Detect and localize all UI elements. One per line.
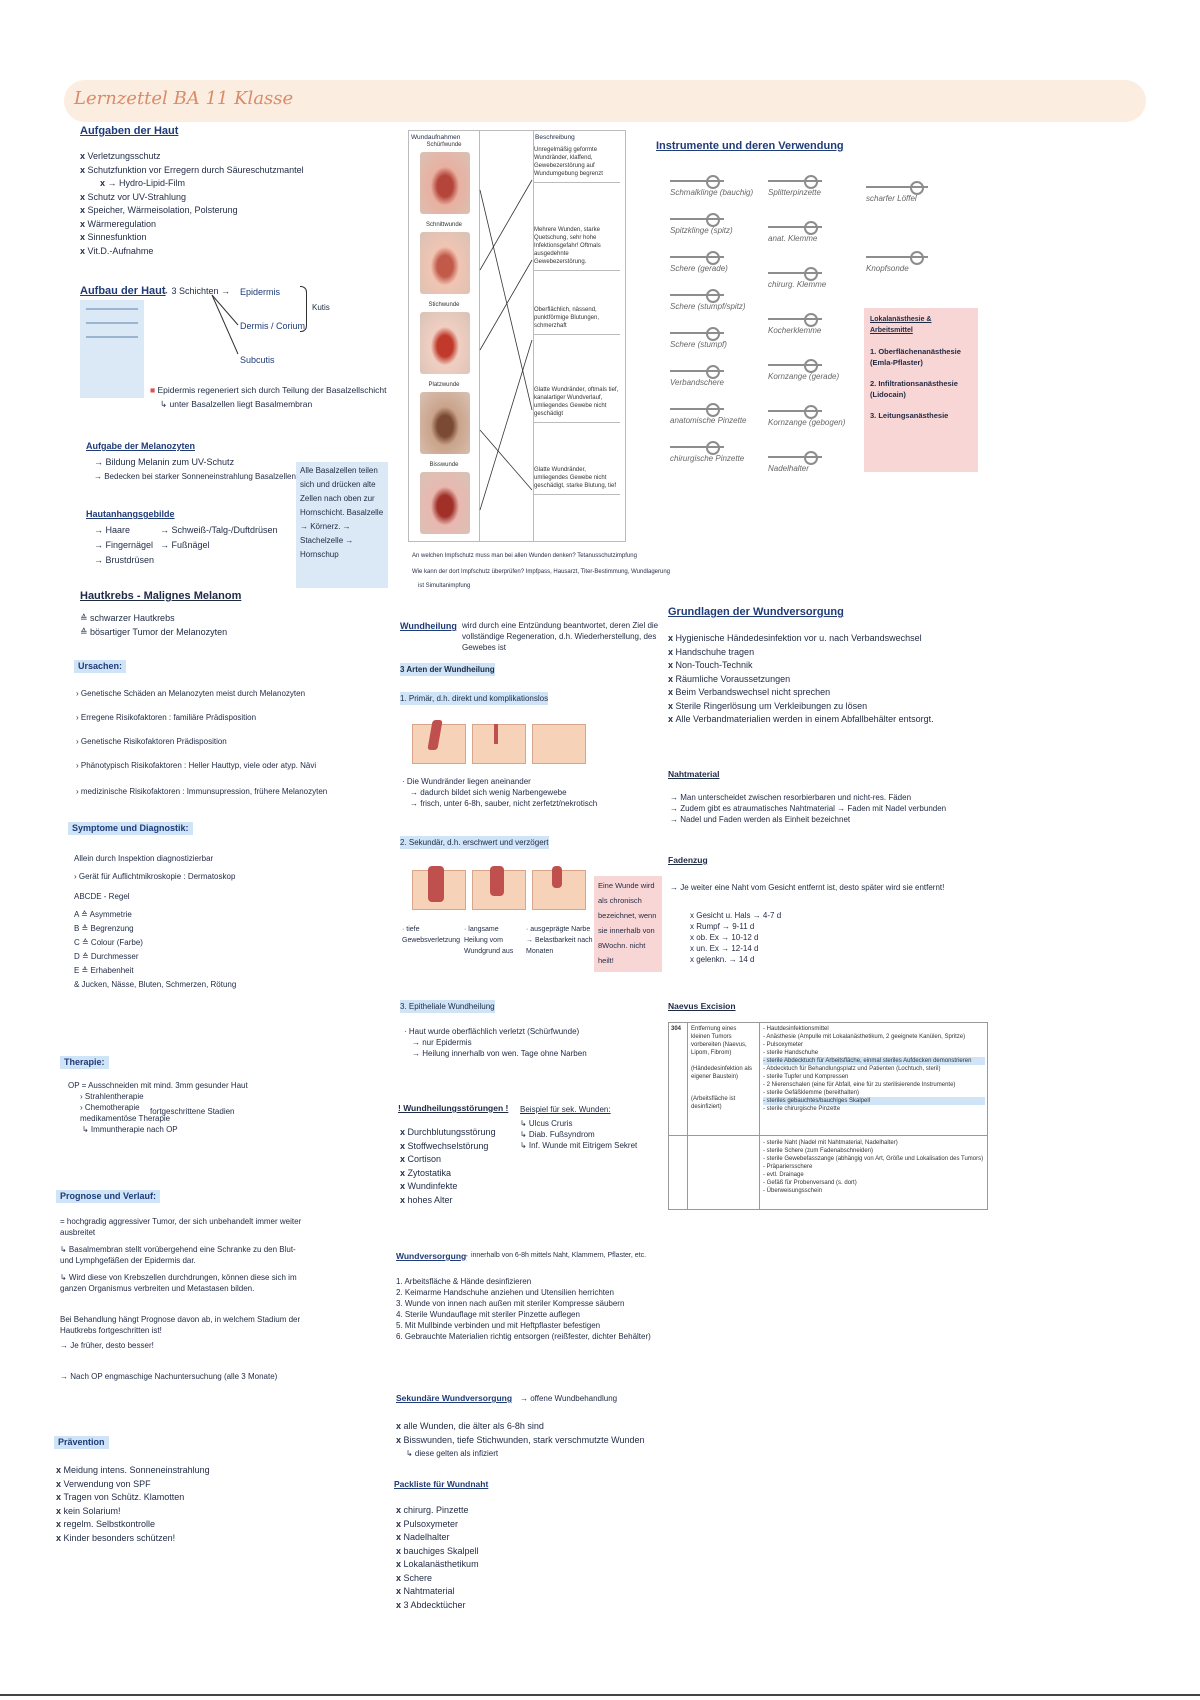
anhang-item: → Haare (94, 525, 131, 535)
versorgung-list (396, 1276, 676, 1342)
naevus-materials-2 (763, 1139, 985, 1195)
fadenzug-item: x Rumpf → 9-11 d (690, 922, 755, 931)
ursachen-item: › Erregene Risikofaktoren : familiäre Prädisposition (76, 713, 257, 722)
material-item: - sterile Naht (Nadel mit Nahtmaterial, Nadelhalter) (763, 1140, 898, 1146)
beispiel-item: ↳ Ulcus Cruris (520, 1119, 573, 1128)
prognose-item: Bei Behandlung hängt Prognose davon ab, in welchem Stadium der Hautkrebs fortgeschritten ist! (60, 1315, 301, 1335)
list-item: x Meidung intens. Sonneneinstrahlung (56, 1464, 210, 1478)
instrument-label: Kocherklemme (768, 326, 822, 335)
sek-versorgung-sub: ↳ diese gelten als infiziert (406, 1449, 499, 1458)
list-item: x 3 Abdecktücher (396, 1599, 479, 1613)
packliste-list (396, 1504, 479, 1612)
lokal-item: 3. Leitungsanästhesie (870, 411, 949, 420)
basalzellen-note: Alle Basalzellen teilen sich und drücken alte Zellen nach oben zur Hornschicht. Basalzelle → Körnerz. → Stachelzelle → Hornschup (296, 462, 388, 588)
sek-versorgung-arrow: → offene Wundbehandlung (520, 1394, 618, 1403)
skin-wound-diagram (532, 716, 584, 762)
instrument-label: anat. Klemme (768, 234, 818, 243)
material-item: - evtl. Drainage (763, 1172, 804, 1178)
wound-description: Glatte Wundränder, oftmals tief, kanalartiger Wundverlauf, umliegendes Gewebe nicht geschädigt (534, 386, 620, 423)
prognose-list (60, 1216, 310, 1382)
packliste-heading: Packliste für Wundnaht (394, 1479, 489, 1489)
primaer-item: → frisch, unter 6-8h, sauber, nicht zerfetzt/nekrotisch (410, 799, 598, 808)
aufbau-arrows (210, 290, 240, 360)
instrument-drawing (866, 180, 928, 194)
skin-diagram (80, 300, 144, 398)
skin-wound-diagram (412, 716, 464, 762)
fadenzug-item: x gelenkn. → 14 d (690, 955, 755, 964)
instrument-drawing (768, 174, 822, 188)
melanozyten-heading: Aufgabe der Melanozyten (86, 441, 196, 451)
sek-versorgung-list (396, 1420, 644, 1447)
list-item: x Speicher, Wärmeisolation, Polsterung (80, 204, 304, 218)
list-item: x Wärmeregulation (80, 218, 304, 232)
praevention-list (56, 1464, 210, 1545)
naht-list (670, 792, 946, 825)
list-item: x Durchblutungsstörung (400, 1126, 496, 1140)
therapie-item: ↳ Immuntherapie nach OP (82, 1125, 178, 1134)
matching-lines (478, 150, 534, 530)
material-item: - Überweisungsschein (763, 1188, 823, 1194)
list-item: x chirurg. Pinzette (396, 1504, 479, 1518)
list-item: x → Hydro-Lipid-Film (80, 177, 304, 191)
list-item: x Schutzfunktion vor Erregern durch Säureschutzmantel (80, 164, 304, 178)
epithel-list (404, 1026, 587, 1059)
instrument-drawing (768, 404, 822, 418)
instrument-drawing (768, 266, 822, 280)
versorgung-item: 4. Sterile Wundauflage mit steriler Pinzette auflegen (396, 1310, 580, 1319)
arten-heading: 3 Arten der Wundheilung (400, 665, 495, 674)
chronisch-note: Eine Wunde wird als chronisch bezeichnet, wenn sie innerhalb von 8Wochn. nicht heilt! (594, 876, 662, 972)
instrument-label: Knopfsonde (866, 264, 909, 273)
symptome-item: D ≙ Durchmesser (74, 952, 139, 961)
wound-label: Bisswunde (429, 462, 459, 468)
instrumente-heading: Instrumente und deren Verwendung (656, 140, 844, 152)
title-banner (64, 80, 1146, 122)
sekundaer-label: · ausgeprägte Narbe → Belastbarkeit nach Monaten (526, 926, 593, 955)
impf-question-1: An welchen Impfschutz muss man bei allen Wunden denken? Tetanusschutzimpfung (412, 553, 637, 559)
krebs-item: ≙ bösartiger Tumor der Melanozyten (80, 627, 228, 637)
grundlagen-heading: Grundlagen der Wundversorgung (668, 606, 844, 618)
beispiel-item: ↳ Diab. Fußsyndrom (520, 1130, 595, 1139)
symptome-item: E ≙ Erhabenheit (74, 966, 134, 975)
kutis-label: Kutis (312, 303, 330, 312)
list-item: x Vit.D.-Aufnahme (80, 245, 304, 259)
kutis-brace (300, 286, 307, 332)
symptome-item: Allein durch Inspektion diagnostizierbar (74, 854, 214, 863)
fadenzug-item: x Gesicht u. Hals → 4-7 d (690, 911, 782, 920)
ursachen-heading: Ursachen: (74, 660, 126, 673)
instrument-drawing (866, 250, 928, 264)
list-item: x Nadelhalter (396, 1531, 479, 1545)
table-header: Wundaufnahmen (411, 134, 461, 141)
instrument-drawing (670, 174, 724, 188)
instrument-label: Kornzange (gebogen) (768, 418, 846, 427)
material-item: - Abdecktuch für Behandlungsplatz und Patienten (Lochtuch, steril) (763, 1066, 941, 1072)
layer-dermis: Dermis / Corium (240, 321, 306, 331)
sekundaer-label: · tiefe Gewebsverletzung (402, 926, 460, 944)
list-item: x bauchiges Skalpell (396, 1545, 479, 1559)
material-item: - 2 Nierenschalen (eine für Abfall, eine für zu sterilisierende Instrumente) (763, 1082, 956, 1088)
primaer-item: → dadurch bildet sich wenig Narbengewebe (410, 788, 567, 797)
instrument-label: anatomische Pinzette (670, 416, 747, 425)
anhang-heading: Hautanhangsgebilde (86, 509, 175, 519)
prognose-item: = hochgradig aggressiver Tumor, der sich unbehandelt immer weiter ausbreitet (60, 1217, 302, 1237)
naevus-materials-1 (763, 1025, 985, 1113)
table-header: Beschreibung (535, 134, 575, 141)
prognose-heading: Prognose und Verlauf: (56, 1190, 160, 1203)
lokal-item: 2. Infiltrationsanästhesie (Lidocain) (870, 379, 958, 399)
symptome-item: A ≙ Asymmetrie (74, 910, 132, 919)
fadenzug-heading: Fadenzug (668, 855, 708, 865)
beispiel-heading: Beispiel für sek. Wunden: (520, 1105, 611, 1114)
symptome-item: C ≙ Colour (Farbe) (74, 938, 143, 947)
layer-epidermis: Epidermis (240, 287, 281, 297)
instrument-label: scharfer Löffel (866, 194, 917, 203)
instrument-drawing (670, 440, 724, 454)
versorgung-heading: Wundversorgung (396, 1251, 467, 1261)
instrument-drawing (670, 212, 724, 226)
ursachen-item: › Genetische Schäden an Melanozyten meist durch Melanozyten (76, 689, 306, 698)
symptome-list (74, 850, 236, 992)
beispiel-list (520, 1118, 637, 1151)
instrument-label: Kornzange (gerade) (768, 372, 840, 381)
anhang-item: → Schweiß-/Talg-/Duftdrüsen (160, 525, 278, 535)
versorgung-arrow: → innerhalb von 6-8h mittels Naht, Klammern, Pflaster, etc. (462, 1252, 647, 1259)
fadenzug-list (690, 910, 781, 965)
prognose-item: ↳ Wird diese von Krebszellen durchdrungen, können diese sich im ganzen Organismus verbreiten und Metastasen bilden. (60, 1273, 297, 1293)
instrument-drawing (768, 312, 822, 326)
epithel-heading: 3. Epitheliale Wundheilung (400, 1002, 495, 1011)
material-item: - Pulsoxymeter (763, 1042, 804, 1048)
therapie-brace-note: fortgeschrittene Stadien (150, 1107, 235, 1116)
skin-wound-diagram (472, 862, 524, 908)
prognose-item: → Nach OP engmaschige Nachuntersuchung (alle 3 Monate) (60, 1372, 278, 1381)
list-item: x Tragen von Schütz. Klamotten (56, 1491, 210, 1505)
list-item: x Zytostatika (400, 1167, 496, 1181)
list-item: x kein Solarium! (56, 1505, 210, 1519)
material-item: - sterile Gefäßklemme (bereithalten) (763, 1090, 860, 1096)
melanozyten-item: → Bedecken bei starker Sonneneinstrahlung Basalzellen (94, 472, 296, 481)
list-item: x Handschuhe tragen (668, 646, 934, 660)
symptome-item: & Jucken, Nässe, Bluten, Schmerzen, Rötung (74, 980, 237, 989)
instrument-label: Schere (gerade) (670, 264, 728, 273)
naevus-heading: Naevus Excision (668, 1001, 736, 1011)
naevus-number: 304 (671, 1026, 682, 1032)
instrument-label: Nadelhalter (768, 464, 809, 473)
aufbau-arrow: → 3 Schichten → (160, 286, 231, 296)
primaer-item: · Die Wundränder liegen aneinander (402, 777, 531, 786)
list-item: x Schere (396, 1572, 479, 1586)
material-item: - sterile chirurgische Pinzette (763, 1106, 841, 1112)
aufbau-heading: Aufbau der Haut (80, 285, 166, 297)
list-item: x Räumliche Voraussetzungen (668, 673, 934, 687)
epithel-item: → Heilung innerhalb von wen. Tage ohne Narben (412, 1049, 587, 1058)
therapie-item: › Strahlentherapie (80, 1092, 144, 1101)
instrument-drawing (768, 450, 822, 464)
instrument-label: Spitzklinge (spitz) (670, 226, 733, 235)
list-item: x Non-Touch-Technik (668, 659, 934, 673)
symptome-item: ABCDE - Regel (74, 892, 130, 901)
skin-wound-diagram (472, 716, 524, 762)
krebs-heading: Hautkrebs - Malignes Melanom (80, 590, 242, 602)
naht-heading: Nahtmaterial (668, 769, 720, 779)
list-item: x Sinnesfunktion (80, 231, 304, 245)
impf-question-2: Wie kann der dort Impfschutz überprüfen? Impfpass, Hausarzt, Titer-Bestimmung, Wundlagerung (412, 569, 671, 575)
material-item: - Präpariersschere (763, 1164, 813, 1170)
naht-item: → Man unterscheidet zwischen resorbierbaren und nicht-res. Fäden (670, 793, 912, 802)
therapie-heading: Therapie: (60, 1056, 109, 1069)
material-item: - steriles gebauchtes/bauchiges Skalpell (763, 1097, 985, 1105)
list-item: x Stoffwechselstörung (400, 1140, 496, 1154)
anhang-item: → Fingernägel (94, 540, 154, 550)
list-item: x Nahtmaterial (396, 1585, 479, 1599)
stoerung-heading: ! Wundheilungsstörungen ! (398, 1103, 509, 1113)
anhang-item: → Fußnägel (160, 540, 210, 550)
versorgung-item: 1. Arbeitsfläche & Hände desinfizieren (396, 1277, 532, 1286)
grundlagen-list (668, 632, 934, 727)
sek-versorgung-heading: Sekundäre Wundversorgung (396, 1393, 513, 1403)
wound-description: Unregelmäßig geformte Wundränder, klaffend, Gewebezerstörung auf Wundumgebung begrenzt (534, 146, 620, 183)
primaer-heading: 1. Primär, d.h. direkt und komplikationslos (400, 694, 549, 703)
wound-photo (420, 232, 470, 294)
heilung-heading: Wundheilung (400, 621, 457, 631)
instrument-label: Verbandschere (670, 378, 724, 387)
instrument-label: Schmalklinge (bauchig) (670, 188, 754, 197)
lokal-item: 1. Oberflächenanästhesie (Emla-Pflaster) (870, 347, 961, 367)
material-item: - sterile Tupfer und Kompressen (763, 1074, 849, 1080)
list-item: x Beim Verbandswechsel nicht sprechen (668, 686, 934, 700)
therapie-item: medikamentöse Therapie (80, 1114, 171, 1123)
sekundaer-label: · langsame Heilung vom Wundgrund aus (464, 926, 514, 955)
list-item: x Verletzungsschutz (80, 150, 304, 164)
prognose-item: ↳ Basalmembran stellt vorübergehend eine Schranke zu den Blut- und Lymphgefäßen der Epidermis dar. (60, 1245, 296, 1265)
instrument-drawing (768, 220, 822, 234)
wound-label: Schnittwunde (425, 222, 463, 228)
epithel-item: → nur Epidermis (412, 1038, 472, 1047)
warning-icon: ■ (150, 385, 156, 395)
therapie-item: › Chemotherapie (80, 1103, 140, 1112)
versorgung-item: 3. Wunde von innen nach außen mit steriler Kompresse säubern (396, 1299, 625, 1308)
melanozyten-item: → Bildung Melanin zum UV-Schutz (94, 457, 235, 467)
anhang-item: → Brustdrüsen (94, 555, 155, 565)
ursachen-item: › Genetische Risikofaktoren Prädisposition (76, 737, 227, 746)
naevus-table (668, 1022, 988, 1210)
fadenzug-item: x ob. Ex → 10-12 d (690, 933, 759, 942)
list-item: x Schutz vor UV-Strahlung (80, 191, 304, 205)
instrument-label: Splitterpinzette (768, 188, 821, 197)
wound-description: Glatte Wundränder, umliegendes Gewebe nicht geschädigt, starke Blutung, tief (534, 466, 620, 495)
naht-item: → Nadel und Faden werden als Einheit bezeichnet (670, 815, 851, 824)
instrument-drawing (670, 288, 724, 302)
skin-wound-diagram (412, 862, 464, 908)
skin-wound-diagram (532, 862, 584, 908)
material-item: - Gefäß für Probenversand (s. dort) (763, 1180, 857, 1186)
wound-label: Schürfwunde (426, 142, 462, 148)
list-item: x Verwendung von SPF (56, 1478, 210, 1492)
lokalanaesthesie-box (864, 308, 978, 472)
wound-label: Stichwunde (428, 302, 460, 308)
lokal-heading: Lokalanästhesie & Arbeitsmittel (870, 316, 932, 334)
symptome-item: › Gerät für Auflichtmikroskopie : Dermatoskop (74, 872, 236, 881)
versorgung-item: 2. Keimarme Handschuhe anziehen und Utensilien herrichten (396, 1288, 614, 1297)
page-bottom-rule (0, 1694, 1200, 1696)
layer-subcutis: Subcutis (240, 355, 275, 365)
instrument-drawing (768, 358, 822, 372)
instrument-label: Schere (stumpf/spitz) (670, 302, 746, 311)
prognose-item: → Je früher, desto besser! (60, 1341, 154, 1350)
wound-label: Platzwunde (428, 382, 460, 388)
material-item: - Anästhesie (Ampulle mit Lokalanästhetikum, 2 geeignete Kanülen, Spritze) (763, 1034, 966, 1040)
wound-photo (420, 152, 470, 214)
epithel-item: · Haut wurde oberflächlich verletzt (Schürfwunde) (404, 1027, 580, 1036)
beispiel-item: ↳ Inf. Wunde mit Eitrigem Sekret (520, 1141, 638, 1150)
wound-photo (420, 312, 470, 374)
wound-description: Oberflächlich, nässend, punktförmige Blutungen, schmerzhaft (534, 306, 620, 335)
instrument-label: chirurg. Klemme (768, 280, 827, 289)
sekundaer-heading: 2. Sekundär, d.h. erschwert und verzögert (400, 838, 549, 847)
list-item: x Sterile Ringerlösung um Verkleibungen zu lösen (668, 700, 934, 714)
versorgung-item: 6. Gebrauchte Materialien richtig entsorgen (reißfester, dichter Behälter) (396, 1332, 651, 1341)
epidermis-note: ■ Epidermis regeneriert sich durch Teilung der Basalzellschicht (150, 385, 387, 395)
naht-item: → Zudem gibt es atraumatisches Nahtmaterial → Faden mit Nadel verbunden (670, 804, 947, 813)
page-title: Lernzettel BA 11 Klasse (74, 88, 294, 109)
stoerung-list (400, 1126, 496, 1207)
wound-photo (420, 392, 470, 454)
list-item: x Lokalanästhetikum (396, 1558, 479, 1572)
fadenzug-item: x un. Ex → 12-14 d (690, 944, 759, 953)
instrument-drawing (670, 326, 724, 340)
haut-heading: Aufgaben der Haut (80, 125, 179, 137)
instrument-drawing (670, 402, 724, 416)
heilung-text: wird durch eine Entzündung beantwortet, deren Ziel die vollständige Regeneration, d.h. Wiederherstellung, des Gewebes ist (462, 621, 659, 652)
list-item: x Hygienische Händedesinfektion vor u. nach Verbandswechsel (668, 632, 934, 646)
list-item: x Cortison (400, 1153, 496, 1167)
primaer-list (402, 776, 597, 809)
list-item: x hohes Alter (400, 1194, 496, 1208)
material-item: - sterile Schere (zum Fadenabschneiden) (763, 1148, 874, 1154)
fadenzug-text: → Je weiter eine Naht vom Gesicht entfernt ist, desto später wird sie entfernt! (670, 883, 945, 892)
list-item: x regelm. Selbstkontrolle (56, 1518, 210, 1532)
naevus-task: Entfernung eines kleinen Tumors vorbereiten (Naevus, Lipom, Fibrom) (691, 1026, 747, 1056)
list-item: x Alle Verbandmaterialien werden in einem Abfallbehälter entsorgt. (668, 713, 934, 727)
instrument-drawing (670, 250, 724, 264)
list-item: x alle Wunden, die älter als 6-8h sind (396, 1420, 644, 1434)
material-item: - sterile Gewebefasszange (abhängig von Art, Größe und Lokalisation des Tumors) (763, 1156, 984, 1162)
impf-question-3: ist Simultanimpfung (418, 583, 471, 589)
ursachen-item: › medizinische Risikofaktoren : Immunsupression, frühere Melanozyten (76, 787, 328, 796)
symptome-item: B ≙ Begrenzung (74, 924, 134, 933)
haut-list (80, 150, 304, 258)
krebs-item: ≙ schwarzer Hautkrebs (80, 613, 175, 623)
therapie-item: OP = Ausschneiden mit mind. 3mm gesunder Haut (68, 1081, 248, 1090)
list-item: x Wundinfekte (400, 1180, 496, 1194)
material-item: - Hautdesinfektionsmittel (763, 1026, 829, 1032)
wound-photo (420, 472, 470, 534)
versorgung-item: 5. Mit Mullbinde verbinden und mit Heftpflaster befestigen (396, 1321, 601, 1330)
ursachen-item: › Phänotypisch Risikofaktoren : Heller Hauttyp, viele oder atyp. Nävi (76, 761, 317, 770)
wound-description: Mehrere Wunden, starke Quetschung, sehr hohe Infektionsgefahr! Oftmals ausgedehnte Gewebezerstörung. (534, 226, 620, 271)
material-item: - sterile Abdecktuch für Arbeitsfläche, einmal steriles Aufdecken demonstrieren (763, 1057, 985, 1065)
instrument-drawing (670, 364, 724, 378)
list-item: x Kinder besonders schützen! (56, 1532, 210, 1546)
praevention-heading: Prävention (54, 1436, 109, 1449)
material-item: - sterile Handschuhe (763, 1050, 819, 1056)
naevus-note: (Händedesinfektion als eigener Baustein) (691, 1066, 753, 1080)
list-item: x Bisswunden, tiefe Stichwunden, stark verschmutzte Wunden (396, 1434, 644, 1448)
epidermis-note-2: ↳ unter Basalzellen liegt Basalmembran (160, 399, 313, 409)
list-item: x Pulsoxymeter (396, 1518, 479, 1532)
naevus-note: (Arbeitsfläche ist desinfiziert) (691, 1096, 736, 1110)
instrument-label: Schere (stumpf) (670, 340, 727, 349)
instrument-label: chirurgische Pinzette (670, 454, 745, 463)
symptome-heading: Symptome und Diagnostik: (68, 822, 193, 835)
